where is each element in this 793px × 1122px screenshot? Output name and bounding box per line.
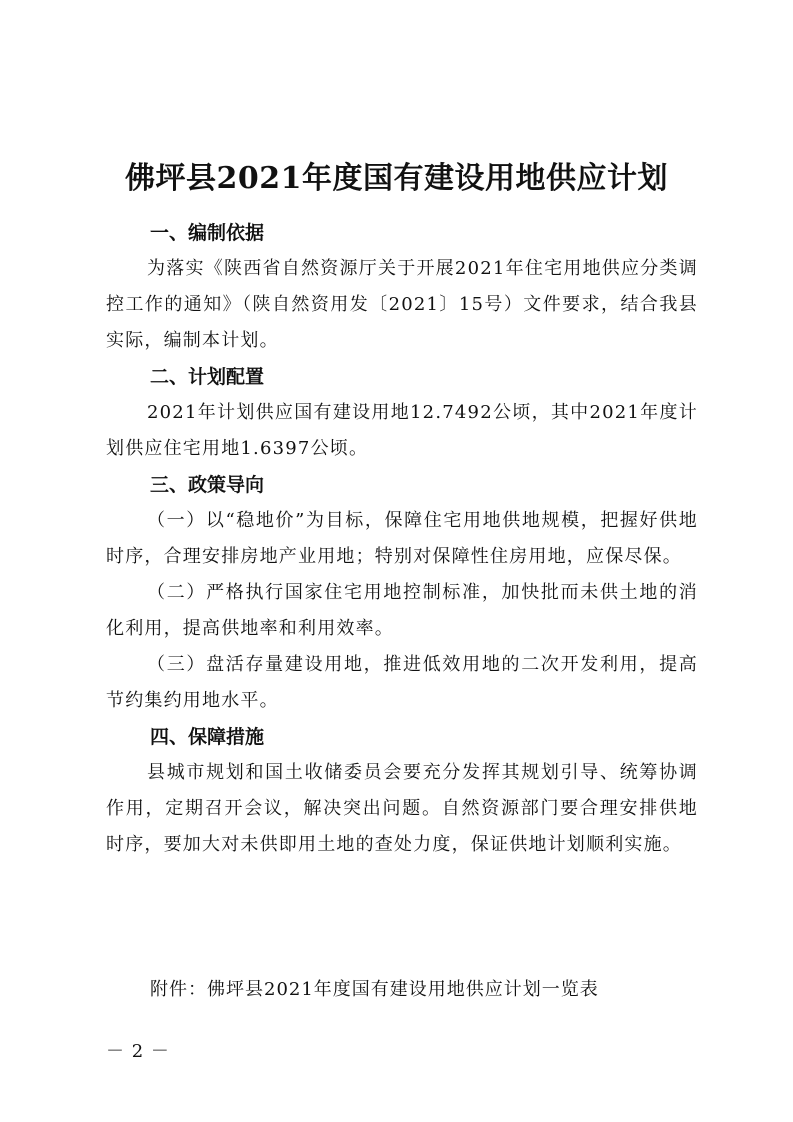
policy-item-two: （二）严格执行国家住宅用地控制标准，加快批而未供土地的消化利用，提高供地率和利用效率。 xyxy=(106,582,698,639)
attachment-note: 附件：佛坪县2021年度国有建设用地供应计划一览表 xyxy=(150,979,599,1000)
document-title: 佛坪县2021年度国有建设用地供应计划 xyxy=(125,161,668,197)
document-body xyxy=(106,215,698,863)
section-policy-guidance xyxy=(106,467,698,719)
safeguards-paragraph: 县城市规划和国土收储委员会要充分发挥其规划引导、统筹协调作用，定期召开会议，解决突出问题。自然资源部门要合理安排供地时序，要加大对未供即用土地的查处力度，保证供地计划顺利实施。 xyxy=(106,762,698,855)
section-heading-plan-allocation: 二、计划配置 xyxy=(150,366,265,388)
section-heading-basis: 一、编制依据 xyxy=(150,222,265,244)
page-number: － 2 － xyxy=(106,1041,170,1062)
section-plan-allocation xyxy=(106,359,698,467)
section-safeguards xyxy=(106,719,698,863)
policy-item-one: （一）以“稳地价”为目标，保障住宅用地供地规模，把握好供地时序，合理安排房地产业用地；特别对保障性住房用地，应保尽保。 xyxy=(106,510,698,567)
section-basis xyxy=(106,215,698,359)
section-heading-safeguards: 四、保障措施 xyxy=(150,726,265,748)
section-heading-policy-guidance: 三、政策导向 xyxy=(150,474,265,496)
basis-paragraph: 为落实《陕西省自然资源厅关于开展2021年住宅用地供应分类调控工作的通知》（陕自然资用发〔2021〕15号）文件要求，结合我县实际，编制本计划。 xyxy=(106,258,698,351)
plan-allocation-paragraph: 2021年计划供应国有建设用地12.7492公顷，其中2021年度计划供应住宅用地1.6397公顷。 xyxy=(106,402,698,459)
policy-item-three: （三）盘活存量建设用地，推进低效用地的二次开发利用，提高节约集约用地水平。 xyxy=(106,654,698,711)
